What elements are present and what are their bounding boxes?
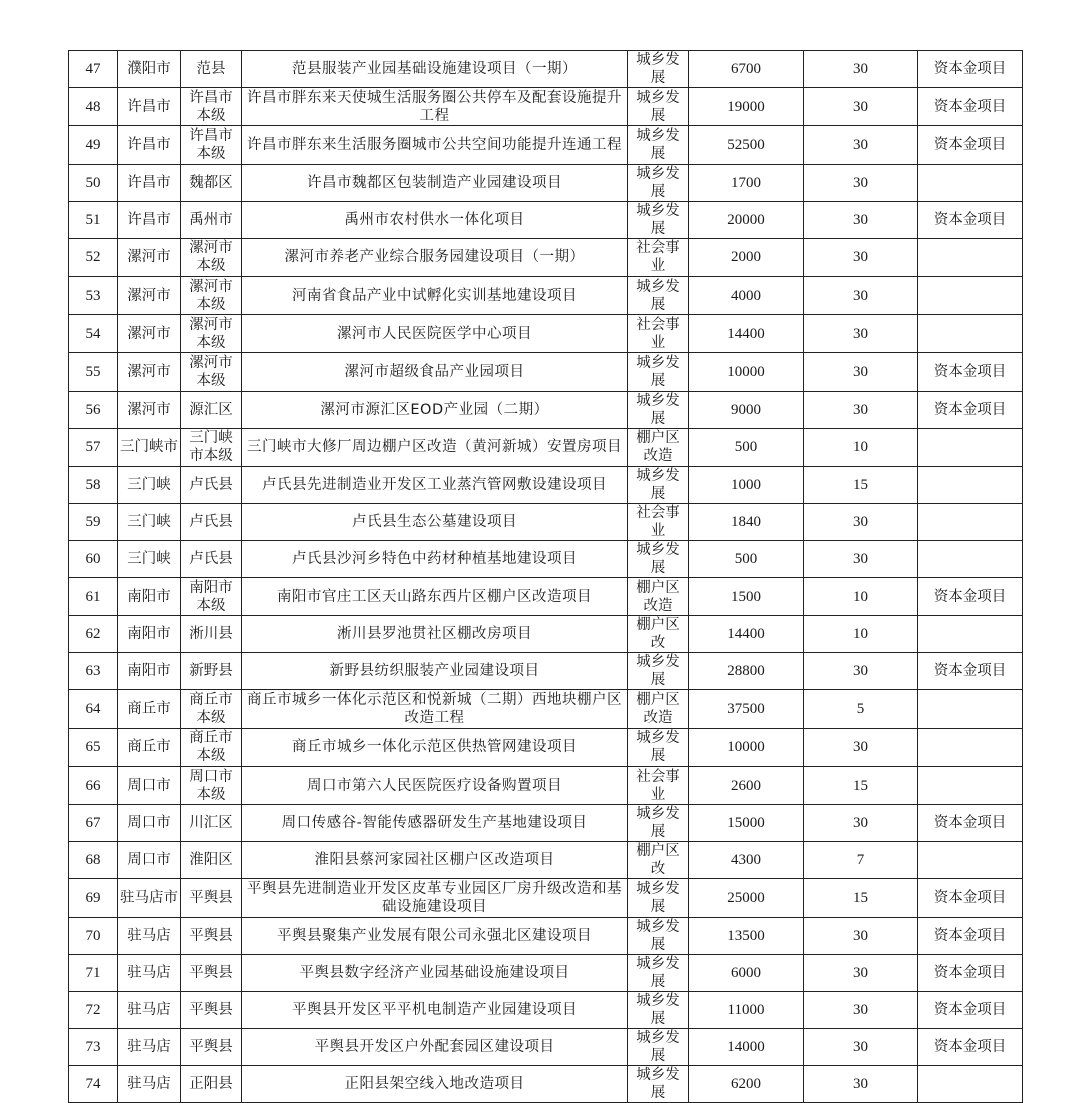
city-cell: 驻马店: [118, 991, 181, 1028]
city-cell: 南阳市: [118, 616, 181, 653]
amount-cell: 25000: [689, 879, 804, 917]
note-cell: [918, 1065, 1023, 1102]
row-number: 59: [69, 504, 118, 541]
project-name-cell: 淅川县罗池贯社区棚改房项目: [242, 616, 628, 653]
term-cell: 30: [804, 1028, 918, 1065]
city-cell: 驻马店市: [118, 879, 181, 917]
row-number: 47: [69, 51, 118, 88]
note-cell: 资本金项目: [918, 653, 1023, 690]
city-cell: 商丘市: [118, 728, 181, 766]
city-cell: 许昌市: [118, 88, 181, 126]
county-cell: 川汇区: [181, 805, 242, 842]
county-cell: 许昌市本级: [181, 126, 242, 164]
category-cell: 城乡发展: [628, 88, 689, 126]
amount-cell: 52500: [689, 126, 804, 164]
term-cell: 30: [804, 805, 918, 842]
note-cell: 资本金项目: [918, 917, 1023, 954]
amount-cell: 6000: [689, 954, 804, 991]
project-name-cell: 平舆县开发区户外配套园区建设项目: [242, 1028, 628, 1065]
project-name-cell: 河南省食品产业中试孵化实训基地建设项目: [242, 276, 628, 314]
amount-cell: 4000: [689, 276, 804, 314]
amount-cell: 6200: [689, 1065, 804, 1102]
category-cell: 城乡发展: [628, 991, 689, 1028]
amount-cell: 14400: [689, 315, 804, 353]
term-cell: 30: [804, 164, 918, 201]
note-cell: 资本金项目: [918, 578, 1023, 616]
row-number: 72: [69, 991, 118, 1028]
category-cell: 城乡发展: [628, 728, 689, 766]
note-cell: 资本金项目: [918, 954, 1023, 991]
row-number: 55: [69, 353, 118, 391]
county-cell: 商丘市本级: [181, 690, 242, 728]
category-cell: 城乡发展: [628, 879, 689, 917]
table-row: [69, 541, 1023, 578]
row-number: 74: [69, 1065, 118, 1102]
table-row: [69, 391, 1023, 428]
project-name-cell: 卢氏县生态公墓建设项目: [242, 504, 628, 541]
category-cell: 棚户区改造: [628, 690, 689, 728]
term-cell: 30: [804, 991, 918, 1028]
row-number: 71: [69, 954, 118, 991]
county-cell: 魏都区: [181, 164, 242, 201]
note-cell: [918, 276, 1023, 314]
table-row: [69, 653, 1023, 690]
category-cell: 棚户区改: [628, 616, 689, 653]
note-cell: 资本金项目: [918, 1028, 1023, 1065]
amount-cell: 1840: [689, 504, 804, 541]
term-cell: 30: [804, 276, 918, 314]
row-number: 52: [69, 238, 118, 276]
city-cell: 三门峡: [118, 504, 181, 541]
note-cell: [918, 315, 1023, 353]
row-number: 67: [69, 805, 118, 842]
category-cell: 社会事业: [628, 315, 689, 353]
county-cell: 周口市本级: [181, 766, 242, 804]
city-cell: 三门峡市: [118, 428, 181, 466]
note-cell: [918, 467, 1023, 504]
note-cell: 资本金项目: [918, 88, 1023, 126]
county-cell: 卢氏县: [181, 467, 242, 504]
row-number: 50: [69, 164, 118, 201]
term-cell: 30: [804, 88, 918, 126]
amount-cell: 37500: [689, 690, 804, 728]
term-cell: 30: [804, 51, 918, 88]
county-cell: 平舆县: [181, 991, 242, 1028]
county-cell: 平舆县: [181, 879, 242, 917]
city-cell: 漯河市: [118, 238, 181, 276]
table-row: [69, 353, 1023, 391]
project-name-cell: 三门峡市大修厂周边棚户区改造（黄河新城）安置房项目: [242, 428, 628, 466]
row-number: 48: [69, 88, 118, 126]
row-number: 58: [69, 467, 118, 504]
term-cell: 15: [804, 879, 918, 917]
project-name-cell: 平舆县先进制造业开发区皮革专业园区厂房升级改造和基础设施建设项目: [242, 879, 628, 917]
city-cell: 周口市: [118, 842, 181, 879]
project-name-cell: 漯河市源汇区EOD产业园（二期）: [242, 391, 628, 428]
project-name-cell: 禹州市农村供水一体化项目: [242, 201, 628, 238]
table-row: [69, 238, 1023, 276]
county-cell: 平舆县: [181, 954, 242, 991]
amount-cell: 2000: [689, 238, 804, 276]
county-cell: 卢氏县: [181, 504, 242, 541]
table-row: [69, 467, 1023, 504]
city-cell: 南阳市: [118, 578, 181, 616]
project-name-cell: 许昌市胖东来生活服务圈城市公共空间功能提升连通工程: [242, 126, 628, 164]
note-cell: [918, 766, 1023, 804]
category-cell: 城乡发展: [628, 805, 689, 842]
term-cell: 30: [804, 728, 918, 766]
county-cell: 商丘市本级: [181, 728, 242, 766]
city-cell: 周口市: [118, 805, 181, 842]
amount-cell: 10000: [689, 353, 804, 391]
amount-cell: 15000: [689, 805, 804, 842]
city-cell: 驻马店: [118, 954, 181, 991]
row-number: 73: [69, 1028, 118, 1065]
amount-cell: 20000: [689, 201, 804, 238]
category-cell: 棚户区改: [628, 842, 689, 879]
city-cell: 周口市: [118, 766, 181, 804]
project-name-cell: 漯河市人民医院医学中心项目: [242, 315, 628, 353]
row-number: 54: [69, 315, 118, 353]
table-row: [69, 805, 1023, 842]
project-name-cell: 正阳县架空线入地改造项目: [242, 1065, 628, 1102]
table-row: [69, 766, 1023, 804]
county-cell: 平舆县: [181, 917, 242, 954]
county-cell: 禹州市: [181, 201, 242, 238]
row-number: 51: [69, 201, 118, 238]
note-cell: 资本金项目: [918, 879, 1023, 917]
table-row: [69, 1028, 1023, 1065]
table-row: [69, 428, 1023, 466]
table-row: [69, 504, 1023, 541]
amount-cell: 19000: [689, 88, 804, 126]
table-row: [69, 126, 1023, 164]
project-table: [68, 50, 1023, 1103]
county-cell: 平舆县: [181, 1028, 242, 1065]
category-cell: 棚户区改造: [628, 428, 689, 466]
note-cell: [918, 541, 1023, 578]
table-row: [69, 276, 1023, 314]
city-cell: 漯河市: [118, 391, 181, 428]
amount-cell: 10000: [689, 728, 804, 766]
county-cell: 漯河市本级: [181, 276, 242, 314]
table-row: [69, 879, 1023, 917]
city-cell: 漯河市: [118, 353, 181, 391]
row-number: 66: [69, 766, 118, 804]
project-name-cell: 卢氏县先进制造业开发区工业蒸汽管网敷设建设项目: [242, 467, 628, 504]
county-cell: 范县: [181, 51, 242, 88]
row-number: 61: [69, 578, 118, 616]
table-row: [69, 616, 1023, 653]
table-row: [69, 51, 1023, 88]
note-cell: 资本金项目: [918, 51, 1023, 88]
term-cell: 30: [804, 653, 918, 690]
term-cell: 7: [804, 842, 918, 879]
county-cell: 南阳市本级: [181, 578, 242, 616]
table-row: [69, 954, 1023, 991]
term-cell: 30: [804, 391, 918, 428]
city-cell: 三门峡: [118, 467, 181, 504]
note-cell: 资本金项目: [918, 805, 1023, 842]
county-cell: 源汇区: [181, 391, 242, 428]
category-cell: 城乡发展: [628, 1028, 689, 1065]
row-number: 64: [69, 690, 118, 728]
category-cell: 社会事业: [628, 766, 689, 804]
city-cell: 驻马店: [118, 1028, 181, 1065]
project-name-cell: 淮阳县蔡河家园社区棚户区改造项目: [242, 842, 628, 879]
category-cell: 城乡发展: [628, 954, 689, 991]
term-cell: 10: [804, 616, 918, 653]
city-cell: 濮阳市: [118, 51, 181, 88]
city-cell: 许昌市: [118, 126, 181, 164]
amount-cell: 11000: [689, 991, 804, 1028]
city-cell: 驻马店: [118, 1065, 181, 1102]
note-cell: [918, 238, 1023, 276]
table-row: [69, 728, 1023, 766]
project-name-cell: 漯河市超级食品产业园项目: [242, 353, 628, 391]
county-cell: 新野县: [181, 653, 242, 690]
term-cell: 30: [804, 917, 918, 954]
table-row: [69, 201, 1023, 238]
amount-cell: 4300: [689, 842, 804, 879]
row-number: 65: [69, 728, 118, 766]
amount-cell: 9000: [689, 391, 804, 428]
row-number: 57: [69, 428, 118, 466]
term-cell: 5: [804, 690, 918, 728]
county-cell: 漯河市本级: [181, 315, 242, 353]
table-row: [69, 88, 1023, 126]
note-cell: [918, 164, 1023, 201]
project-name-cell: 范县服装产业园基础设施建设项目（一期）: [242, 51, 628, 88]
project-name-cell: 周口传感谷-智能传感器研发生产基地建设项目: [242, 805, 628, 842]
project-name-cell: 平舆县数字经济产业园基础设施建设项目: [242, 954, 628, 991]
note-cell: [918, 616, 1023, 653]
category-cell: 城乡发展: [628, 541, 689, 578]
project-name-cell: 商丘市城乡一体化示范区和悦新城（二期）西地块棚户区改造工程: [242, 690, 628, 728]
note-cell: [918, 504, 1023, 541]
project-name-cell: 漯河市养老产业综合服务园建设项目（一期）: [242, 238, 628, 276]
note-cell: 资本金项目: [918, 201, 1023, 238]
table-row: [69, 578, 1023, 616]
term-cell: 30: [804, 315, 918, 353]
row-number: 62: [69, 616, 118, 653]
amount-cell: 14000: [689, 1028, 804, 1065]
term-cell: 30: [804, 353, 918, 391]
amount-cell: 500: [689, 541, 804, 578]
county-cell: 三门峡市本级: [181, 428, 242, 466]
county-cell: 淮阳区: [181, 842, 242, 879]
project-name-cell: 南阳市官庄工区天山路东西片区棚户区改造项目: [242, 578, 628, 616]
row-number: 53: [69, 276, 118, 314]
table-body: [69, 51, 1023, 1103]
project-name-cell: 商丘市城乡一体化示范区供热管网建设项目: [242, 728, 628, 766]
county-cell: 漯河市本级: [181, 238, 242, 276]
table-row: [69, 842, 1023, 879]
term-cell: 30: [804, 954, 918, 991]
row-number: 69: [69, 879, 118, 917]
note-cell: [918, 428, 1023, 466]
note-cell: 资本金项目: [918, 391, 1023, 428]
amount-cell: 13500: [689, 917, 804, 954]
row-number: 68: [69, 842, 118, 879]
term-cell: 30: [804, 126, 918, 164]
county-cell: 淅川县: [181, 616, 242, 653]
project-name-cell: 平舆县聚集产业发展有限公司永强北区建设项目: [242, 917, 628, 954]
note-cell: 资本金项目: [918, 126, 1023, 164]
amount-cell: 1500: [689, 578, 804, 616]
category-cell: 城乡发展: [628, 51, 689, 88]
category-cell: 城乡发展: [628, 653, 689, 690]
term-cell: 15: [804, 766, 918, 804]
table-row: [69, 1065, 1023, 1102]
city-cell: 驻马店: [118, 917, 181, 954]
term-cell: 30: [804, 201, 918, 238]
category-cell: 棚户区改造: [628, 578, 689, 616]
amount-cell: 500: [689, 428, 804, 466]
term-cell: 30: [804, 238, 918, 276]
category-cell: 城乡发展: [628, 276, 689, 314]
row-number: 70: [69, 917, 118, 954]
county-cell: 漯河市本级: [181, 353, 242, 391]
city-cell: 许昌市: [118, 201, 181, 238]
amount-cell: 1700: [689, 164, 804, 201]
project-name-cell: 平舆县开发区平平机电制造产业园建设项目: [242, 991, 628, 1028]
category-cell: 城乡发展: [628, 126, 689, 164]
table-row: [69, 315, 1023, 353]
city-cell: 三门峡: [118, 541, 181, 578]
city-cell: 漯河市: [118, 276, 181, 314]
county-cell: 许昌市本级: [181, 88, 242, 126]
category-cell: 城乡发展: [628, 353, 689, 391]
row-number: 63: [69, 653, 118, 690]
county-cell: 卢氏县: [181, 541, 242, 578]
project-name-cell: 周口市第六人民医院医疗设备购置项目: [242, 766, 628, 804]
term-cell: 15: [804, 467, 918, 504]
category-cell: 城乡发展: [628, 1065, 689, 1102]
amount-cell: 2600: [689, 766, 804, 804]
row-number: 56: [69, 391, 118, 428]
table-row: [69, 690, 1023, 728]
table-row: [69, 164, 1023, 201]
table-row: [69, 991, 1023, 1028]
city-cell: 许昌市: [118, 164, 181, 201]
amount-cell: 6700: [689, 51, 804, 88]
note-cell: 资本金项目: [918, 353, 1023, 391]
term-cell: 30: [804, 504, 918, 541]
table-row: [69, 917, 1023, 954]
note-cell: [918, 842, 1023, 879]
project-name-cell: 卢氏县沙河乡特色中药材种植基地建设项目: [242, 541, 628, 578]
city-cell: 南阳市: [118, 653, 181, 690]
project-name-cell: 许昌市胖东来天使城生活服务圈公共停车及配套设施提升工程: [242, 88, 628, 126]
note-cell: [918, 690, 1023, 728]
category-cell: 城乡发展: [628, 467, 689, 504]
project-name-cell: 新野县纺织服装产业园建设项目: [242, 653, 628, 690]
amount-cell: 14400: [689, 616, 804, 653]
term-cell: 10: [804, 578, 918, 616]
county-cell: 正阳县: [181, 1065, 242, 1102]
amount-cell: 1000: [689, 467, 804, 504]
project-name-cell: 许昌市魏都区包装制造产业园建设项目: [242, 164, 628, 201]
row-number: 49: [69, 126, 118, 164]
category-cell: 社会事业: [628, 504, 689, 541]
note-cell: 资本金项目: [918, 991, 1023, 1028]
category-cell: 城乡发展: [628, 201, 689, 238]
category-cell: 城乡发展: [628, 164, 689, 201]
city-cell: 漯河市: [118, 315, 181, 353]
city-cell: 商丘市: [118, 690, 181, 728]
term-cell: 30: [804, 541, 918, 578]
note-cell: [918, 728, 1023, 766]
category-cell: 城乡发展: [628, 917, 689, 954]
category-cell: 社会事业: [628, 238, 689, 276]
amount-cell: 28800: [689, 653, 804, 690]
term-cell: 10: [804, 428, 918, 466]
row-number: 60: [69, 541, 118, 578]
term-cell: 30: [804, 1065, 918, 1102]
category-cell: 城乡发展: [628, 391, 689, 428]
